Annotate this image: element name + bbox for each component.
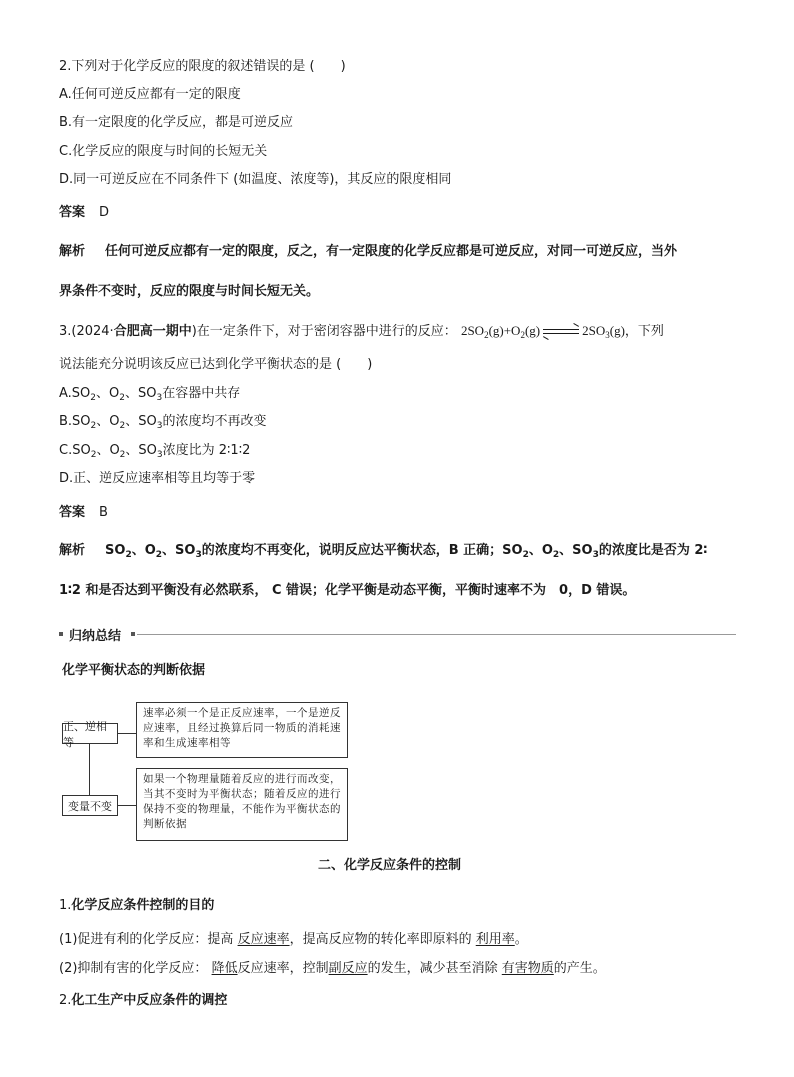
box1-text: 速率必须一个是正反应速率，一个是逆反应速率，且经过换算后同一物质的消耗速率和生成速率相等 (143, 707, 341, 749)
box2-text: 如果一个物理量随着反应的进行而改变，当其不变时为平衡状态；随着反应的进行保持不变的物理量，不能作为平衡状态的判断依据 (143, 773, 341, 830)
q2-answer (59, 204, 109, 222)
q3-answer-label: 答案 (59, 505, 86, 520)
q2-option-c: C.化学反应的限度与时间的长短无关 (59, 144, 268, 159)
q3-option-d: D.正、逆反应速率相等且均等于零 (59, 471, 256, 486)
section2-p1: (1)促进有利的化学反应：提高 反应速率，提高反应物的转化率即原料的 利用率。 (59, 932, 528, 947)
q2-analysis-line1 (59, 243, 677, 261)
underlined-blank: 反应速率 (237, 932, 290, 947)
summary-title: 化学平衡状态的判断依据 (62, 663, 206, 678)
square-bullet-icon (131, 632, 135, 636)
section2-p2: (2)抑制有害的化学反应： 降低反应速率，控制副反应的发生，减少甚至消除 有害物质的产生。 (59, 961, 606, 976)
q3-option-b: $B.SO_2$、$O_2$、$SO_3$的浓度均不再改变 (59, 414, 267, 431)
q3-option-a: $A.SO_2$、$O_2$、$SO_3$在容器中共存 (59, 386, 241, 403)
connector-line (118, 805, 136, 806)
square-bullet-icon (59, 632, 63, 636)
box-forward-reverse-desc (136, 702, 348, 758)
summary-label: 归纳总结 (69, 629, 122, 644)
underlined-blank: 副反应 (328, 961, 368, 976)
q3-stem-line2: 说法能充分说明该反应已达到化学平衡状态的是 ( ) (59, 357, 373, 372)
q3-analysis-label: 解析 (59, 543, 86, 558)
q3-stem-mid: )在一定条件下，对于密闭容器中进行的反应： (191, 324, 457, 339)
q3-stem-line1 (59, 322, 664, 341)
underlined-blank: 利用率 (475, 932, 515, 947)
q2-option-a: A.任何可逆反应都有一定的限度 (59, 87, 241, 102)
reversible-arrow-icon (543, 327, 579, 337)
connector-line (118, 733, 136, 734)
q3-option-c: $C.SO_2$、$O_2$、$SO_3$浓度比为 2∶1∶2 (59, 443, 251, 460)
connector-line (89, 744, 90, 795)
q2-option-b: B.有一定限度的化学反应，都是可逆反应 (59, 115, 294, 130)
q3-answer-value: B (99, 505, 108, 520)
q2-answer-label: 答案 (59, 205, 86, 220)
section2-item1-title: 1.化学反应条件控制的目的 (59, 898, 215, 913)
q2-stem: 2.下列对于化学反应的限度的叙述错误的是 ( ) (59, 59, 346, 74)
q2-analysis-text1: 任何可逆反应都有一定的限度，反之，有一定限度的化学反应都是可逆反应，对同一可逆反应，当外 (105, 244, 678, 259)
q2-analysis-line2: 界条件不变时，反应的限度与时间长短无关。 (59, 284, 320, 299)
box-forward-reverse-equal (62, 719, 118, 749)
q2-analysis-label: 解析 (59, 244, 86, 259)
section2-item2-title: 2.化工生产中反应条件的调控 (59, 993, 228, 1008)
box1-label: 正、逆相等 (63, 719, 107, 749)
q3-analysis-line1: 解析 $SO_2$、$O_2$、$SO_3$的浓度均不再变化，说明反应达平衡状态，B 正确；$SO_2$、$O_2$、$SO_3$的浓度比是否为 2∶ (59, 543, 708, 560)
box-variable-constant (62, 795, 118, 816)
q3-stem-source: 合肥高一期中 (113, 324, 192, 339)
q2-answer-value: D (99, 205, 110, 220)
q3-answer (59, 504, 108, 522)
section2-heading: 二、化学反应条件的控制 (318, 858, 462, 873)
underlined-blank: 降低 (211, 961, 238, 976)
q2-option-d: D.同一可逆反应在不同条件下 (如温度、浓度等)，其反应的限度相同 (59, 172, 452, 187)
underlined-blank: 有害物质 (501, 961, 554, 976)
q3-stem-end: ，下列 (624, 324, 664, 339)
q3-equation: $2SO_2(g)+O_2(g)$ $2SO_3(g)$ (460, 323, 625, 340)
divider-rule (137, 634, 736, 635)
summary-divider (59, 627, 736, 644)
box-variable-desc (136, 768, 348, 841)
q3-analysis-line2: 1∶2 和是否达到平衡没有必然联系， C 错误；化学平衡是动态平衡，平衡时速率不为 0，D 错误。 (59, 583, 636, 598)
q3-stem-prefix: 3.(2024· (59, 324, 114, 339)
box2-label: 变量不变 (68, 799, 112, 813)
